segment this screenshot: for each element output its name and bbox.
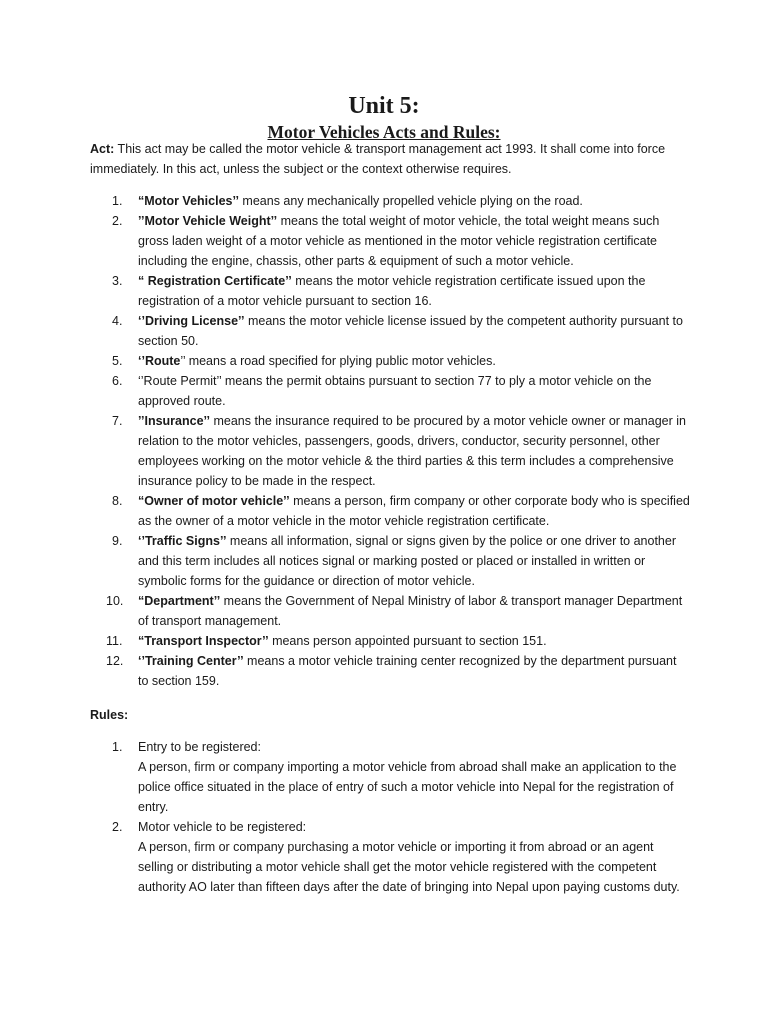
document-title: Unit 5: xyxy=(348,93,420,119)
definition-number: 2. xyxy=(112,214,123,228)
act-intro-text: This act may be called the motor vehicle & transport management act 1993. It shall come into force immediately. In this act, unless the subject or the context otherwise requires. xyxy=(90,142,666,176)
definition-text: means all information, signal or signs given by the police or one driver to another and this term includes all notices signal or marking posted or placed or installed in written or symbolic forms for the guidance or direction of motor vehicle. xyxy=(138,534,677,588)
definition-item xyxy=(90,651,690,691)
definition-item xyxy=(90,631,690,651)
definitions-list xyxy=(90,191,690,691)
rule-number: 2. xyxy=(112,820,123,834)
definition-item xyxy=(90,311,690,351)
act-intro xyxy=(90,139,690,179)
rule-body: A person, firm or company importing a motor vehicle from abroad shall make an application to the police office situated in the place of entry of such a motor vehicle into Nepal for the registration of entry. xyxy=(138,760,677,814)
rule-item xyxy=(90,737,690,817)
definition-number: 6. xyxy=(112,374,123,388)
definition-term: ‘’Driving License’’ xyxy=(138,314,245,328)
rule-title: Motor vehicle to be registered: xyxy=(138,820,307,834)
definition-text: means a motor vehicle training center recognized by the department pursuant to section 159. xyxy=(138,654,677,688)
definition-text: ’’ means a road specified for plying public motor vehicles. xyxy=(180,354,496,368)
definition-item xyxy=(90,411,690,491)
definition-item xyxy=(90,351,690,371)
definition-term: ’’Motor Vehicle Weight’’ xyxy=(138,214,278,228)
definition-item xyxy=(90,371,690,411)
definition-text: means the motor vehicle registration certificate issued upon the registration of a motor vehicle pursuant to section 16. xyxy=(138,274,646,308)
definition-number: 9. xyxy=(112,534,123,548)
definition-text: means person appointed pursuant to section 151. xyxy=(268,634,547,648)
definition-term: “Department’’ xyxy=(138,594,221,608)
definition-number: 11. xyxy=(106,634,123,648)
definition-term: ‘’Training Center’’ xyxy=(138,654,244,668)
rule-number: 1. xyxy=(112,740,123,754)
definition-text: means the motor vehicle license issued by the competent authority pursuant to section 50. xyxy=(138,314,683,348)
definition-number: 8. xyxy=(112,494,123,508)
definition-term: ‘’Route xyxy=(138,354,181,368)
definition-term: “Owner of motor vehicle’’ xyxy=(138,494,290,508)
definition-number: 7. xyxy=(112,414,123,428)
definition-text: means any mechanically propelled vehicle plying on the road. xyxy=(238,194,583,208)
definition-text: ‘’Route Permit’’ means the permit obtains pursuant to section 77 to ply a motor vehicle on the approved route. xyxy=(138,374,652,408)
document-subtitle: Motor Vehicles Acts and Rules: xyxy=(267,122,501,142)
definition-item xyxy=(90,191,690,211)
definition-number: 1. xyxy=(112,194,123,208)
definition-item xyxy=(90,211,690,271)
definition-number: 12. xyxy=(106,654,124,668)
definition-number: 10. xyxy=(106,594,124,608)
rule-item xyxy=(90,817,690,897)
definition-item xyxy=(90,271,690,311)
rule-body: A person, firm or company purchasing a motor vehicle or importing it from abroad or an agent selling or distributing a motor vehicle shall get the motor vehicle registered with the competent authority AO later than fifteen days after the date of bringing into Nepal upon paying customs duty. xyxy=(138,840,680,894)
definition-number: 3. xyxy=(112,274,123,288)
definition-term: “Transport Inspector’’ xyxy=(138,634,269,648)
definition-number: 4. xyxy=(112,314,123,328)
definition-number: 5. xyxy=(112,354,123,368)
definition-term: “ Registration Certificate’’ xyxy=(138,274,292,288)
rule-title: Entry to be registered: xyxy=(138,740,261,754)
definition-item xyxy=(90,591,690,631)
definition-item xyxy=(90,531,690,591)
act-label: Act: xyxy=(90,142,115,156)
definition-text: means the total weight of motor vehicle, the total weight means such gross laden weight of a motor vehicle as mentioned in the motor vehicle registration certificate including the engine, chassis, other parts & equipment of such a motor vehicle. xyxy=(138,214,660,268)
rules-list xyxy=(90,737,690,897)
rules-heading: Rules: xyxy=(90,708,129,722)
definition-term: ’’Insurance’’ xyxy=(138,414,211,428)
definition-term: ‘’Traffic Signs’’ xyxy=(138,534,227,548)
definition-text: means the Government of Nepal Ministry of labor & transport manager Department of transport management. xyxy=(138,594,683,628)
definition-item xyxy=(90,491,690,531)
definition-text: means a person, firm company or other corporate body who is specified as the owner of a motor vehicle in the motor vehicle registration certificate. xyxy=(138,494,690,528)
definition-term: “Motor Vehicles’’ xyxy=(138,194,239,208)
definition-text: means the insurance required to be procured by a motor vehicle owner or manager in relation to the motor vehicles, passengers, goods, drivers, conductor, security personnel, other employees working on the motor vehicle & the third parties & this term includes a comprehensive insurance policy to be made in the respect. xyxy=(138,414,686,488)
